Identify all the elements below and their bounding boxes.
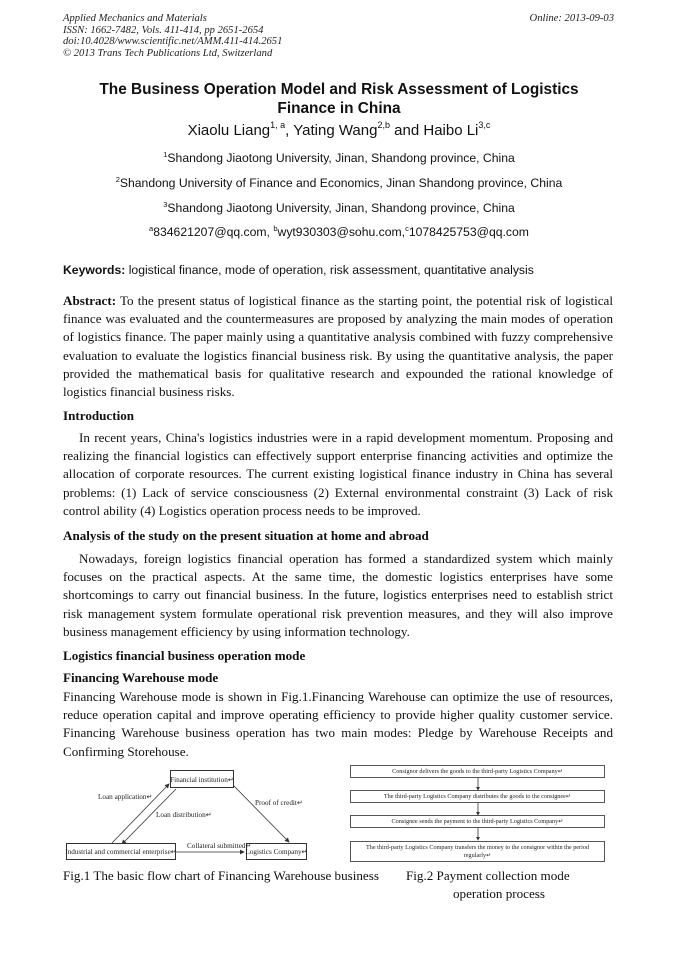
- introduction-paragraph: In recent years, China's logistics industries were in a rapid development momentum. Proposing and realizing the financial logistics can effectively support enterprise financing activities and optimize the allocation of corporate resources. The current existing logistical finance industry in China has several problems: (1) Lack of service consciousness (2) External environmental constraint (3) Lack of risk control ability (4) Logistics operation process needs to be improved.: [63, 430, 613, 518]
- analysis-paragraph: Nowadays, foreign logistics financial operation has formed a standardized system which mainly focuses on the practical aspects. At the same time, the domestic logistics enterprises have some shortcomings to carry out financial business. In the future, logistics enterprises need to establish strict risk management system formulate operational risk prevention measures, and they will also improve business management efficiency by using information technology.: [63, 551, 613, 639]
- keywords-label: Keywords:: [63, 263, 126, 277]
- author-name: Xiaolu Liang: [187, 122, 271, 139]
- financing-warehouse-paragraph: Financing Warehouse mode is shown in Fig.1.Financing Warehouse can optimize the use of resources, reduce operation capital and improve operating efficiency to provide higher quality customer service. Financing Warehouse business operation has two main modes: Pledge by Warehouse Receipts and Confirming Storehouse.: [63, 689, 613, 759]
- author-sup: 3,c: [478, 120, 491, 130]
- keywords-text: logistical finance, mode of operation, risk assessment, quantitative analysis: [128, 263, 534, 277]
- author-name: Haibo Li: [423, 122, 479, 139]
- title-line-1: The Business Operation Model and Risk Assessment of Logistics: [99, 81, 579, 98]
- affiliation-2: [63, 176, 615, 190]
- affiliation-3: [63, 201, 615, 215]
- email-sup: c: [405, 224, 409, 233]
- online-date: Online: 2013-09-03: [529, 13, 614, 24]
- figure-2-process: [350, 763, 606, 863]
- edge-label-loan-application: Loan application↵: [98, 793, 153, 801]
- email-link[interactable]: wyt930303@sohu.com,: [277, 225, 406, 239]
- edge-label-collateral-submitted: Collateral submitted↵: [187, 842, 252, 850]
- edge-label-loan-distribution: Loan distribution↵: [156, 811, 212, 819]
- edge-label-proof-of-credit: Proof of credit↵: [255, 799, 303, 807]
- figure-2-caption-line-2: operation process: [453, 886, 545, 901]
- author-list: [63, 121, 615, 141]
- figure-1-flowchart: [64, 765, 330, 865]
- node-industrial-enterprise: Industrial and commercial enterprise↵: [66, 843, 176, 860]
- running-header: [63, 13, 282, 59]
- title-line-2: Finance in China: [277, 100, 401, 117]
- section-heading-introduction: Introduction: [63, 408, 135, 423]
- email-line: [63, 225, 615, 239]
- affiliation-sup: 3: [163, 200, 168, 209]
- email-link[interactable]: 834621207@qq.com,: [153, 225, 274, 239]
- affiliation-text: Shandong Jiaotong University, Jinan, Shandong province, China: [167, 201, 515, 215]
- figure-2-caption-line-1: Fig.2 Payment collection mode: [406, 868, 570, 883]
- affiliation-1: [63, 151, 615, 165]
- author-name: Yating Wang: [293, 122, 378, 139]
- process-step-1: Consignor delivers the goods to the third-party Logistics Company↵: [350, 765, 605, 778]
- node-logistics-company: Logistics Company↵: [246, 843, 307, 860]
- issn-line: ISSN: 1662-7482, Vols. 411-414, pp 2651-2654: [63, 24, 264, 36]
- paper-title: [63, 80, 615, 118]
- section-heading-operation-mode: Logistics financial business operation mode: [63, 648, 306, 663]
- node-financial-institution: Financial institution↵: [170, 770, 234, 788]
- keywords: [63, 263, 615, 277]
- email-sup: a: [149, 224, 154, 233]
- author-sup: 2,b: [377, 120, 390, 130]
- subsection-heading-financing-warehouse: Financing Warehouse mode: [63, 670, 219, 685]
- author-separator: and: [389, 122, 424, 139]
- figure-1-caption: Fig.1 The basic flow chart of Financing Warehouse business: [63, 868, 379, 883]
- affiliation-text: Shandong University of Finance and Economics, Jinan Shandong province, China: [119, 176, 563, 190]
- affiliation-sup: 1: [163, 150, 168, 159]
- copyright-line: © 2013 Trans Tech Publications Ltd, Switzerland: [63, 47, 273, 59]
- process-step-4: The third-party Logistics Company transfers the money to the consignor within the period regularly↵: [350, 841, 605, 862]
- affiliation-text: Shandong Jiaotong University, Jinan, Shandong province, China: [167, 151, 515, 165]
- abstract-text: To the present status of logistical finance as the starting point, the potential risk of logistical finance was evaluated and the countermeasures are proposed by analyzing the main modes of operation of logistics finance. The paper mainly using a quantitative analysis combined with fuzzy comprehensive evaluation to evaluate the logistics financial business risk. By using the quantitative analysis, the paper provided the mathematical basis for qualitative research and expounded the rational knowledge of logistics financial business risks.: [63, 293, 613, 400]
- process-step-3: Consignee sends the payment to the third-party Logistics Company↵: [350, 815, 605, 828]
- section-heading-analysis: Analysis of the study on the present situation at home and abroad: [63, 528, 429, 543]
- email-sup: b: [273, 224, 278, 233]
- abstract-label: Abstract:: [63, 293, 117, 308]
- email-link[interactable]: 1078425753@qq.com: [408, 225, 529, 239]
- author-separator: ,: [285, 122, 294, 139]
- abstract: [63, 292, 613, 401]
- process-step-2: The third-party Logistics Company distributes the goods to the consignee↵: [350, 790, 605, 803]
- journal-name: Applied Mechanics and Materials: [63, 13, 207, 24]
- doi-line: doi:10.4028/www.scientific.net/AMM.411-414.2651: [63, 36, 283, 47]
- author-sup: 1, a: [270, 120, 286, 130]
- affiliation-sup: 2: [115, 175, 120, 184]
